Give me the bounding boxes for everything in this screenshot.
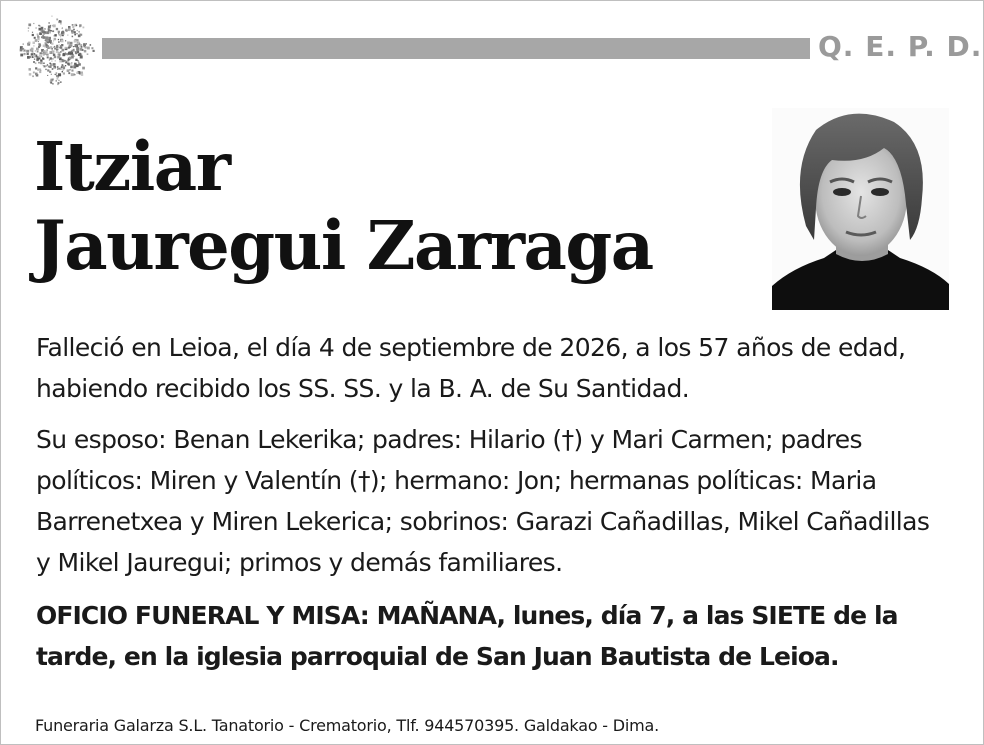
portrait-photo <box>772 108 949 310</box>
rip-label: Q. E. P. D. <box>818 30 983 63</box>
flower-ornament-icon <box>12 10 98 88</box>
deceased-surnames: Jauregui Zarraga <box>34 206 653 285</box>
service-paragraph: OFICIO FUNERAL Y MISA: MAÑANA, lunes, día 7, a las SIETE de la tarde, en la iglesia parroquial de San Juan Bautista de Leioa. <box>36 601 898 671</box>
family-paragraph: Su esposo: Benan Lekerika; padres: Hilario (†) y Mari Carmen; padres políticos: Miren y Valentín (†); hermano: Jon; hermanas políticas: Maria Barrenetxea y Miren Lekerica; sobrinos: Garazi Cañadillas, Mikel Cañadillas y Mikel Jauregui; primos y demás familiares. <box>36 425 930 577</box>
header-bar <box>102 38 810 59</box>
funeral-home-footer: Funeraria Galarza S.L. Tanatorio - Crematorio, Tlf. 944570395. Galdakao - Dima. <box>35 716 659 735</box>
death-paragraph: Falleció en Leioa, el día 4 de septiembre de 2026, a los 57 años de edad, habiendo recibido los SS. SS. y la B. A. de Su Santidad. <box>36 333 906 403</box>
deceased-first-name: Itziar <box>34 127 230 206</box>
